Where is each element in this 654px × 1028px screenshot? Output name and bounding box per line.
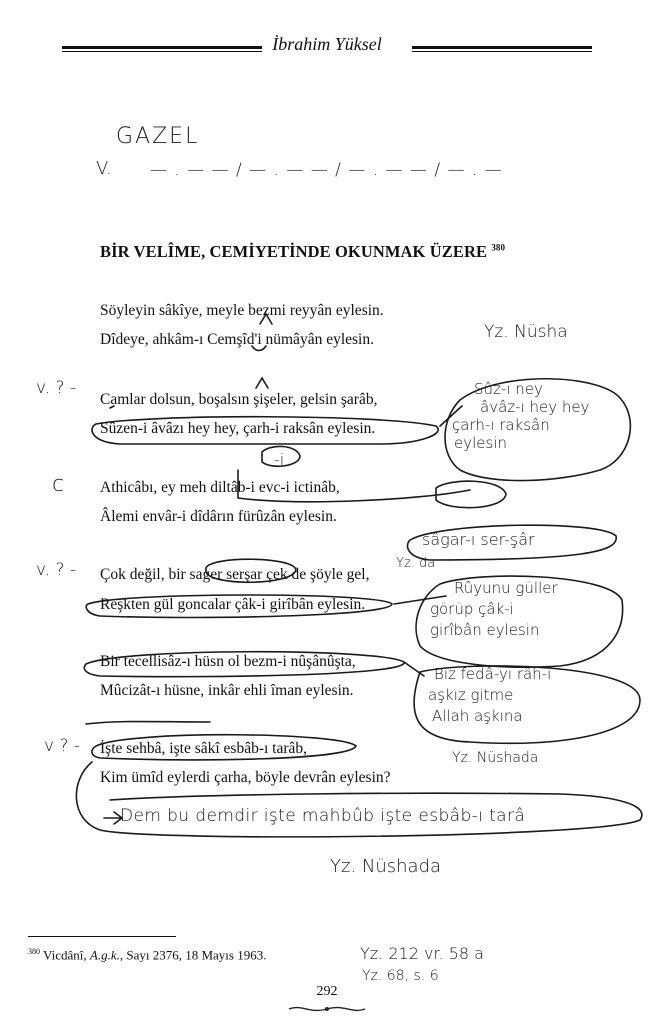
verse-line-4: Sûzen-i âvâzı hey hey, çarh-i raksân eylesin.: [100, 420, 376, 437]
margin-query-2: v. ? -: [36, 560, 77, 580]
verse-line-5: Athicâbı, ey meh diltâb-i evc-i ictinâb,: [100, 479, 340, 496]
handwritten-nusha-top: Yz. Nüsha: [484, 322, 568, 342]
margin-circle-c: c: [52, 472, 65, 497]
note-ruyunu-line-1: Rûyunu güller: [454, 579, 558, 597]
verse-line-10: Mûcizât-ı hüsne, inkâr ehli îman eylesin.: [100, 682, 354, 699]
mark-cemsid-underline: [252, 346, 266, 351]
note-biz-line-2: aşkız gitme: [428, 686, 514, 704]
verse-line-6: Âlemi envâr-i dîdârın fürûzân eylesin.: [100, 508, 337, 525]
ellipse-suzen-line: [92, 417, 438, 444]
poem-title-footnote-mark: 380: [491, 242, 506, 253]
arrow-to-biz: [404, 662, 424, 676]
loop-added-line: [76, 762, 642, 837]
note-suzen-line-4: eylesin: [454, 434, 507, 452]
note-ruyunu-line-3: girîbân eylesin: [430, 621, 540, 639]
footnote-number: 380: [28, 947, 40, 956]
meter-mark: V.: [96, 158, 112, 179]
ellipse-tecelli: [84, 652, 404, 677]
note-ruyunu-line-2: görüp çâk-i: [430, 600, 514, 618]
added-line: Dem bu demdir işte mahbûb işte esbâb-ı tarâ: [120, 806, 526, 826]
page-ornament: [287, 1004, 367, 1014]
note-nushada-1: Yz. Nüshada: [452, 750, 539, 766]
verse-line-3: Camlar dolsun, boşalsın şişeler, gelsin şarâb,: [100, 391, 378, 408]
margin-query-1: v. ? -: [36, 378, 77, 398]
note-suzen-line-2: âvâz-ı hey hey: [480, 398, 590, 416]
poem-title-text: BİR VELÎME, CEMİYETİNDE OKUNMAK ÜZERE: [100, 242, 488, 261]
note-suzen-line-1: Sûz-ı ney: [474, 380, 543, 398]
ellipse-sagar: [206, 559, 296, 582]
note-suzen-outline: [445, 379, 630, 481]
note-suzen-line-3: çarh-ı raksân: [452, 416, 550, 434]
ellipse-iste: [92, 735, 356, 760]
note-biz-line-3: Allah aşkına: [432, 707, 523, 725]
verse-line-8: Reşkten gül goncalar çâk-i girîbân eylesin.: [100, 596, 366, 613]
note-sagar-outline: [407, 525, 616, 560]
note-i: -i: [274, 450, 285, 469]
mark-caret-cemsid: [260, 314, 272, 324]
running-header-author: İbrahim Yüksel: [272, 34, 382, 54]
verse-line-1: Söyleyin sâkîye, meyle bezmi reyyân eylesin.: [100, 302, 384, 319]
ellipse-resk: [86, 595, 392, 618]
mark-camlar-dot: [110, 406, 114, 408]
arrow-to-suzen: [440, 406, 462, 426]
meter-pattern: — . — — / — . — — / — . — — / — . —: [150, 160, 503, 180]
footnote-source: A.g.k.: [89, 947, 120, 963]
footnote-text-after: , Sayı 2376, 18 Mayıs 1963.: [119, 947, 267, 963]
ellipse-i: [262, 446, 300, 466]
note-sagar: sâgar-ı ser-şâr: [422, 530, 535, 549]
footnote: [28, 947, 266, 963]
verse-line-9: Bir tecellisâz-ı hüsn ol bezm-i nûşânûşta,: [100, 653, 356, 670]
footnote-ref-2: Yz. 68, s. 6: [362, 968, 439, 984]
note-biz-outline: [414, 666, 640, 743]
verse-line-2: Dîdeye, ahkâm-ı Cemşîd'i nümâyân eylesin.: [100, 331, 374, 348]
handwritten-heading: GAZEL: [116, 124, 200, 149]
note-nushada-2: Yz. Nüshada: [330, 856, 442, 877]
arrow-added-line: [104, 812, 122, 824]
verse-line-12: Kim ümîd eylerdi çarha, böyle devrân eylesin?: [100, 769, 391, 786]
loop-dash-mark: [86, 722, 210, 725]
mark-caret-siseler: [256, 378, 268, 388]
verse-line-11: İşte sehbâ, işte sâkî esbâb-ı tarâb,: [100, 740, 308, 757]
footnote-rule: [28, 936, 176, 937]
note-ruyunu-outline: [416, 576, 623, 667]
note-yz-da: Yz. da: [396, 556, 436, 571]
page-number: 292: [316, 984, 338, 999]
verse-line-7: Çok değil, bir sager serşar çek de şöyle gel,: [100, 566, 370, 583]
arrow-to-ruyunu: [394, 596, 446, 604]
footnote-ref-1: Yz. 212 vr. 58 a: [360, 944, 484, 963]
margin-query-3: v ? -: [44, 736, 81, 756]
footnote-text-before: Vicdânî,: [43, 947, 90, 963]
note-biz-line-1: Biz fedâ-yı râh-ı: [434, 665, 552, 683]
